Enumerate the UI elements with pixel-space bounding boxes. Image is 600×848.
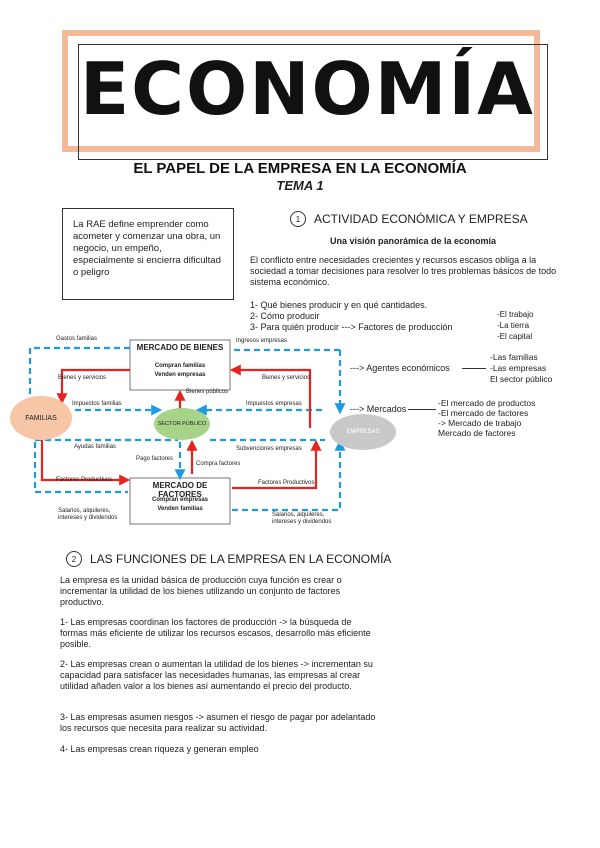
label-gastos-familias: Gastos familias (56, 336, 98, 342)
section1-subheading: Una visión panorámica de la economía (329, 236, 497, 246)
section1-number: 1 (290, 211, 306, 227)
section2-point-4: 4- Las empresas crean riqueza y generan empleo (60, 744, 259, 754)
label-ingresos-empresas: Ingresos empresas (236, 338, 288, 344)
factors-list (497, 309, 533, 342)
mercado-bienes-sub1: Compran familias (154, 363, 206, 369)
label-impuestos-empresas: Impuestos empresas (246, 401, 302, 407)
agente-item: El sector público (490, 374, 553, 384)
mercado-item: Mercado de factores (438, 428, 516, 438)
factor-item: -La tierra (497, 321, 530, 330)
section1-intro: El conflicto entre necesidades crecientes y recursos escasos obliga a la sociedad a tomar decisiones para resolver lo tres problemas básicos de todo sistema económico. (250, 255, 557, 287)
label-salarios-right: Salarios, alquileres, intereses y dividendos (272, 512, 332, 525)
mercado-factores-sub1: Compran empresas (151, 497, 209, 503)
label-subvenciones-empresas: Subvenciones empresas (236, 446, 302, 452)
label-factores-productivos-right: Factores Productivos (258, 480, 315, 486)
label-pago-factores: Pago factores (136, 456, 174, 462)
agentes-label: ---> Agentes económicos (350, 363, 450, 373)
section1-heading: ACTIVIDAD ECONÓMICA Y EMPRESA (314, 212, 528, 226)
agentes-connector (462, 368, 486, 369)
agentes-list (490, 352, 552, 385)
label-ayudas-familias: Ayudas familias (74, 444, 116, 450)
question-2: 2- Cómo producir (250, 311, 320, 321)
page-title: ECONOMÍA (80, 47, 535, 131)
mercado-item: -> Mercado de trabajo (438, 418, 522, 428)
label-salarios-left: Salarios, alquileres, intereses y dividendos (58, 508, 118, 521)
question-3: 3- Para quién producir ---> Factores de producción (250, 322, 453, 332)
section2-point-2: 2- Las empresas crean o aumentan la utilidad de los bienes -> incrementan su capacidad para satisfacer las necesidades humanas, las empresas al crear utilidad añaden valor a los bienes así aumentando el precio del producto. (60, 659, 373, 691)
label-impuestos-familias: Impuestos familias (72, 401, 122, 407)
label-bienes-servicios-right: Bienes y servicios (262, 375, 311, 381)
agente-item: -Las familias (490, 352, 538, 362)
mercados-label: ---> Mercados (350, 404, 407, 414)
section2-heading: LAS FUNCIONES DE LA EMPRESA EN LA ECONOMÍA (90, 552, 392, 566)
label-bienes-servicios-left: Bienes y servicios (58, 375, 107, 381)
factor-item: -El capital (497, 332, 533, 341)
mercado-bienes-sub2: Venden empresas (154, 372, 206, 378)
sector-publico-node: SECTOR PÚBLICO (154, 408, 210, 440)
mercado-item: -El mercado de factores (438, 408, 529, 418)
page-subtitle: EL PAPEL DE LA EMPRESA EN LA ECONOMÍA (133, 160, 467, 177)
agente-item: -Las empresas (490, 363, 547, 373)
mercado-factores-sub2: Venden familias (157, 506, 203, 512)
rae-definition-box (62, 208, 234, 300)
tema-label: TEMA 1 (276, 178, 324, 193)
factor-item: -El trabajo (497, 310, 534, 319)
mercados-list (438, 398, 535, 438)
mercado-factores-title: MERCADO DE FACTORES (152, 481, 208, 499)
mercado-bienes-title: MERCADO DE BIENES (136, 343, 224, 352)
section2-number: 2 (66, 551, 82, 567)
section2-point-1: 1- Las empresas coordinan los factores de producción -> la búsqueda de formas más eficiente de utilizar los recursos escasos, desarrollo más eficiente posible. (60, 617, 371, 649)
section2-intro: La empresa es la unidad básica de producción cuya función es crear o incrementar la utilidad de los bienes utilizando un conjunto de factores productivo. (60, 575, 342, 607)
empresas-node: EMPRESAS (330, 414, 396, 450)
label-compra-factores: Compra factores (196, 461, 241, 467)
mercado-item: -El mercado de productos (438, 398, 536, 408)
label-factores-productivos-left: Factores Productivos (56, 477, 113, 483)
label-bienes-publicos: Bienes públicos (186, 389, 229, 395)
familias-node: FAMILIAS (10, 396, 72, 440)
section2-point-3: 3- Las empresas asumen riesgos -> asumen el riesgo de pagar por adelantado los recursos que necesita para realizar su actividad. (60, 712, 376, 733)
question-1: 1- Qué bienes producir y en qué cantidades. (250, 300, 428, 310)
rae-definition-text: La RAE define emprender como acometer y comenzar una obra, un negocio, un empeño, especialmente si encierra dificultad o peligro (73, 219, 221, 278)
